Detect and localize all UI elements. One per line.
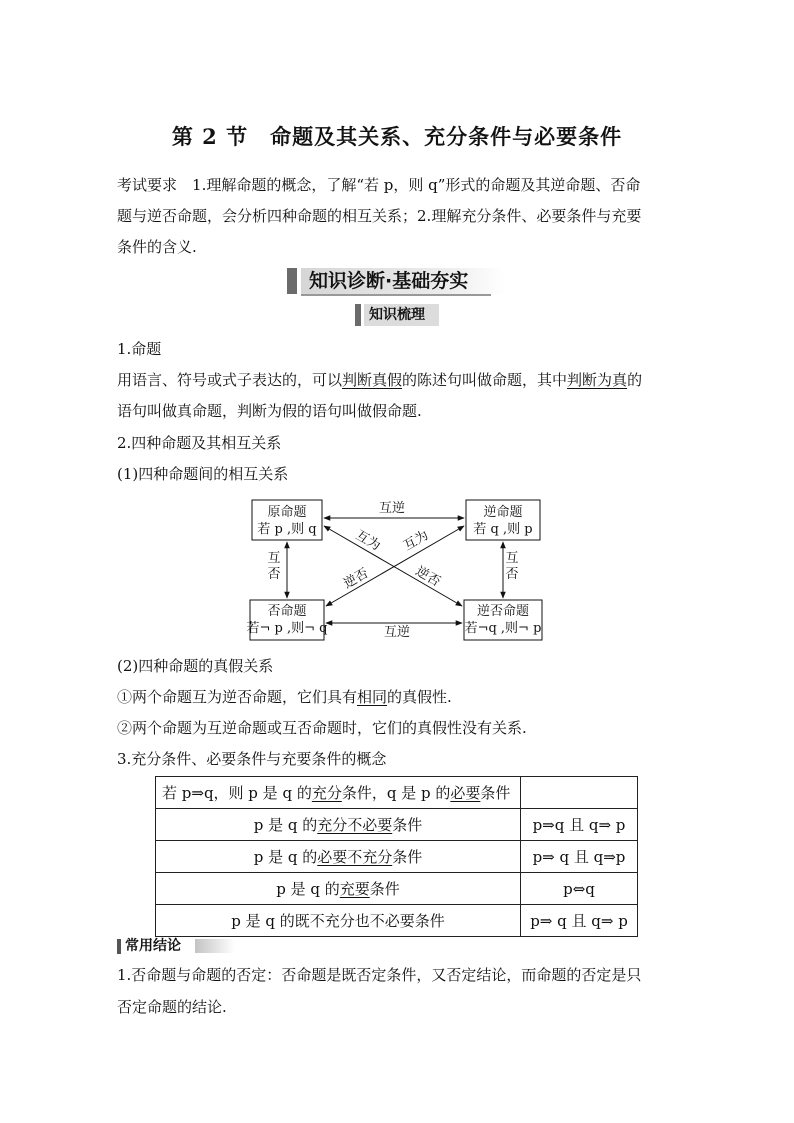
table-row: [156, 809, 638, 841]
conclusion-label: 常用结论: [117, 937, 207, 955]
table-cell: p⇒ q 且 q⇒p: [521, 841, 638, 873]
top-label: 互逆: [378, 501, 406, 516]
contrapositive-name: 逆否命题: [476, 604, 530, 619]
section-banner: [287, 268, 505, 294]
table-cell: p⇔q: [521, 873, 638, 905]
subheading-badge: [355, 304, 439, 326]
table-cell: p 是 q 的必要不充分条件: [156, 841, 521, 873]
s3-heading: 3.充分条件、必要条件与充要条件的概念: [117, 750, 387, 768]
diag-label-b1: 互为: [401, 527, 432, 554]
contrapositive-cond: 若¬q ,则¬ p: [464, 621, 542, 636]
right-label-2: 否: [505, 567, 519, 582]
s2-heading: 2.四种命题及其相互关系: [117, 434, 282, 452]
diagonal-arrow-b: [326, 526, 464, 606]
bottom-label: 互逆: [383, 625, 411, 640]
left-label-1: 互: [267, 551, 281, 566]
table-row: [156, 777, 638, 809]
original-name: 原命题: [267, 505, 307, 520]
s1-heading: 1.命题: [117, 340, 162, 358]
exam-label: 考试要求: [117, 176, 178, 194]
table-row: [156, 873, 638, 905]
table-cell: [521, 777, 638, 809]
banner-text: 知识诊断·基础夯实: [309, 270, 469, 292]
diag-label-a2: 逆否: [412, 563, 443, 590]
converse-name: 逆命题: [483, 505, 523, 520]
original-cond: 若 p ,则 q: [257, 522, 317, 537]
table-cell: p 是 q 的既不充分也不必要条件: [156, 905, 521, 937]
exam-line-3: 条件的含义.: [117, 238, 197, 256]
table-cell: p⇒ q 且 q⇒ p: [521, 905, 638, 937]
exam-requirements: [117, 170, 677, 263]
diag-label-b2: 逆否: [341, 565, 372, 592]
right-label-1: 互: [505, 551, 519, 566]
s2-p1: ①两个命题互为逆否命题，它们具有相同的真假性.: [117, 688, 452, 706]
converse-cond: 若 q ,则 p: [473, 522, 533, 537]
conditions-table: [155, 776, 638, 937]
conclusion-line-1: 1.否命题与命题的否定：否命题是既否定条件，又否定结论，而命题的否定是只: [117, 966, 642, 984]
four-propositions-diagram: [240, 490, 560, 650]
table-cell: 若 p⇒q，则 p 是 q 的充分条件，q 是 p 的必要条件: [156, 777, 521, 809]
s2-p2: ②两个命题为互逆命题或互否命题时，它们的真假性没有关系.: [117, 719, 527, 737]
left-label-2: 否: [267, 567, 281, 582]
table-cell: p 是 q 的充要条件: [156, 873, 521, 905]
exam-line-1: 考试要求 1.理解命题的概念，了解“若 p，则 q”形式的命题及其逆命题、否命: [117, 176, 641, 194]
inverse-name: 否命题: [267, 604, 307, 619]
conclusion-line-2: 否定命题的结论.: [117, 998, 227, 1016]
s1-line-2: 语句叫做真命题，判断为假的语句叫做假命题.: [117, 402, 422, 420]
s2-sub2: (2)四种命题的真假关系: [117, 657, 274, 675]
table-row: [156, 841, 638, 873]
table-cell: p⇒q 且 q⇒ p: [521, 809, 638, 841]
exam-line-2: 题与逆否命题，会分析四种命题的相互关系；2.理解充分条件、必要条件与充要: [117, 207, 642, 225]
table-cell: p 是 q 的充分不必要条件: [156, 809, 521, 841]
subheading-text: 知识梳理: [369, 307, 425, 323]
page-title: 第 2 节 命题及其关系、充分条件与必要条件: [171, 124, 623, 149]
inverse-cond: 若¬ p ,则¬ q: [246, 621, 328, 636]
diagonal-arrow-a: [324, 526, 462, 606]
diag-label-a1: 互为: [352, 527, 383, 554]
table-row: [156, 905, 638, 937]
s1-line-1: 用语言、符号或式子表达的，可以判断真假的陈述句叫做命题，其中判断为真的: [117, 371, 643, 389]
s2-sub1: (1)四种命题间的相互关系: [117, 465, 289, 483]
